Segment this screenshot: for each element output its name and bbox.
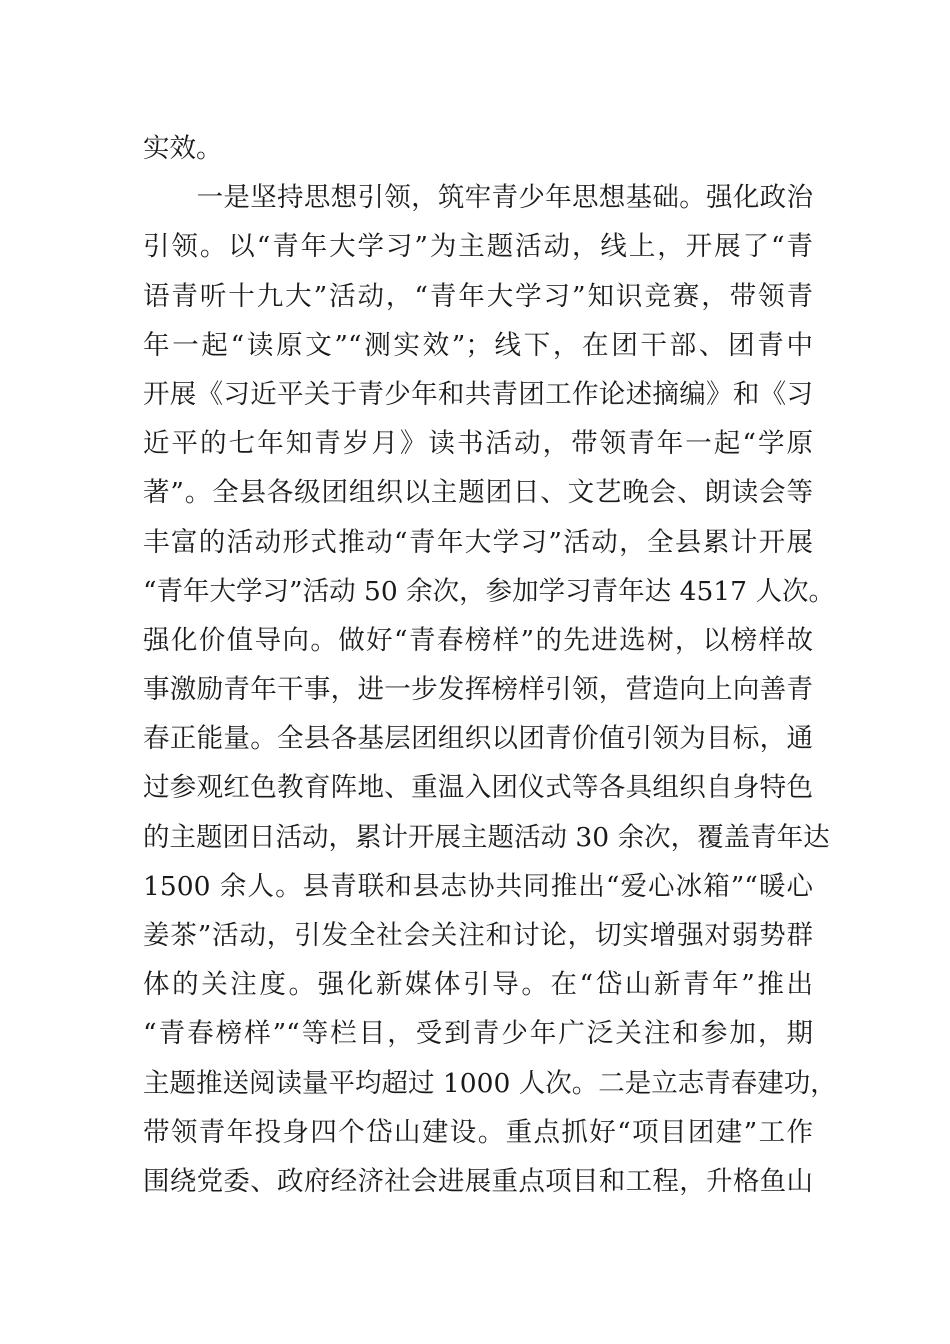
text-line: 过参观红色教育阵地、重温入团仪式等各具组织自身特色: [143, 772, 813, 804]
text-line: 著”。全县各级团组织以主题团日、文艺晚会、朗读会等: [143, 477, 813, 509]
text-line: 引领。以“青年大学习”为主题活动，线上，开展了“青: [143, 231, 813, 263]
text-line: 语青听十九大”活动，“青年大学习”知识竞赛，带领青: [143, 280, 813, 312]
text-line: 开展《习近平关于青少年和共青团工作论述摘编》和《习: [143, 378, 813, 410]
text-line: 丰富的活动形式推动“青年大学习”活动，全县累计开展: [143, 526, 813, 558]
text-line: 强化价值导向。做好“青春榜样”的先进选树，以榜样故: [143, 624, 813, 656]
text-line: 事激励青年干事，进一步发挥榜样引领，营造向上向善青: [143, 674, 813, 706]
text-line: 年一起“读原文”“测实效”；线下，在团干部、团青中: [143, 329, 813, 361]
text-line: 1500 余人。县青联和县志协共同推出“爱心冰箱”“暖心: [143, 870, 813, 902]
body-text: [143, 124, 837, 1206]
text-line: 体的关注度。强化新媒体引导。在“岱山新青年”推出: [143, 969, 813, 1001]
text-line: 的主题团日活动，累计开展主题活动 30 余次，覆盖青年达: [143, 821, 830, 853]
text-line: 近平的七年知青岁月》读书活动，带领青年一起“学原: [143, 428, 813, 460]
text-line: “青春榜样”“等栏目，受到青少年广泛关注和参加，期: [143, 1018, 813, 1050]
text-line: “青年大学习”活动 50 余次，参加学习青年达 4517 人次。: [143, 575, 835, 607]
text-line: 带领青年投身四个岱山建设。重点抓好“项目团建”工作: [143, 1116, 813, 1148]
text-line: 实效。: [143, 133, 223, 164]
text-line: 春正能量。全县各基层团组织以团青价值引领为目标，通: [143, 723, 813, 755]
text-line: 姜茶”活动，引发全社会关注和讨论，切实增强对弱势群: [143, 920, 813, 951]
text-line: 主题推送阅读量平均超过 1000 人次。二是立志青春建功，: [143, 1067, 837, 1099]
text-line: 围绕党委、政府经济社会进展重点项目和工程，升格鱼山: [143, 1165, 813, 1197]
text-line: 一是坚持思想引领，筑牢青少年思想基础。强化政治: [143, 182, 813, 214]
